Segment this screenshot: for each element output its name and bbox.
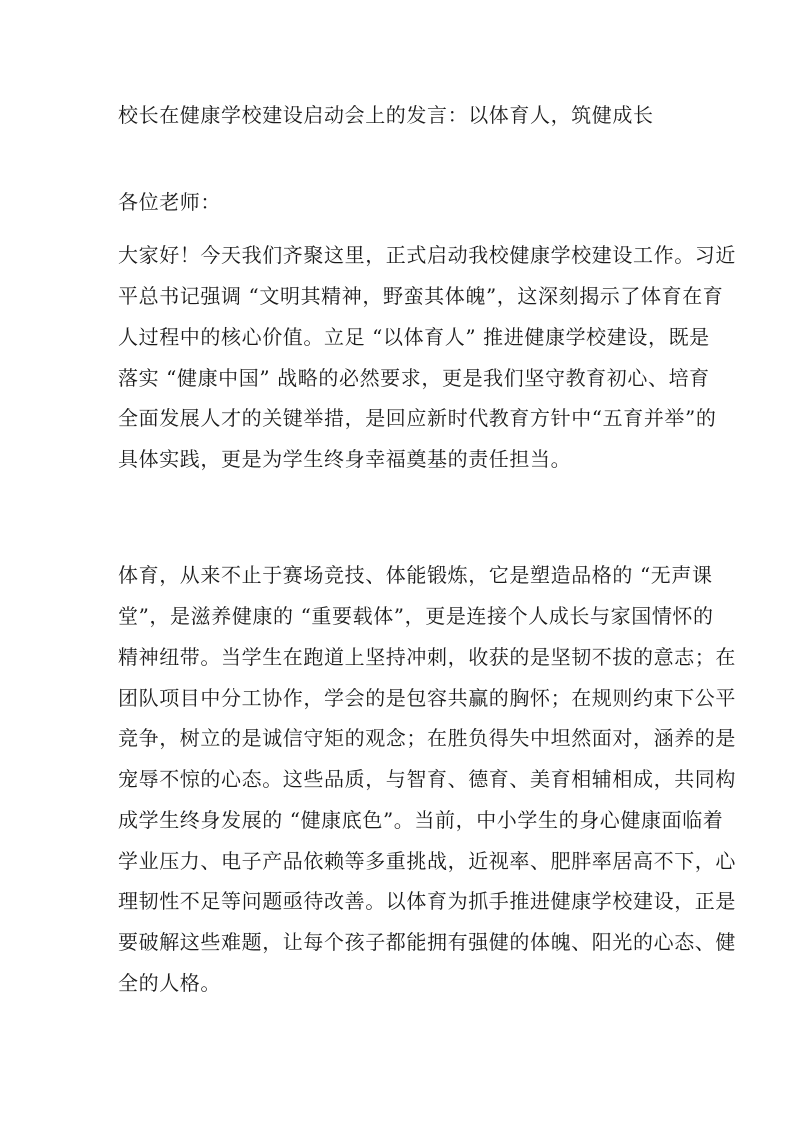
document-title: 校长在健康学校建设启动会上的发言：以体育人，筑健成长: [118, 103, 654, 127]
text-line: 要破解这些难题，让每个孩子都能拥有强健的体魄、阳光的心态、健: [118, 930, 736, 954]
salutation: 各位老师：: [118, 190, 221, 214]
text-line: 平总书记强调 “文明其精神，野蛮其体魄”，这深刻揭示了体育在育: [118, 284, 724, 308]
text-line: 体育，从来不止于赛场竞技、体能锻炼，它是塑造品格的 “无声课: [118, 563, 713, 587]
text-line: 精神纽带。当学生在跑道上坚持冲刺，收获的是坚韧不拔的意志；在: [118, 645, 736, 669]
text-line: 学业压力、电子产品依赖等多重挑战，近视率、肥胖率居高不下，心: [118, 849, 736, 873]
text-line: 全的人格。: [118, 971, 221, 995]
text-line: 竞争，树立的是诚信守矩的观念；在胜负得失中坦然面对，涵养的是: [118, 726, 736, 750]
text-line: 宠辱不惊的心态。这些品质，与智育、德育、美育相辅相成，共同构: [118, 767, 736, 791]
text-line: 团队项目中分工协作，学会的是包容共赢的胸怀；在规则约束下公平: [118, 686, 736, 710]
text-line: 全面发展人才的关键举措，是回应新时代教育方针中“五育并举”的: [118, 406, 717, 430]
text-line: 成学生终身发展的 “健康底色”。当前，中小学生的身心健康面临着: [118, 808, 724, 832]
text-line: 具体实践，更是为学生终身幸福奠基的责任担当。: [118, 447, 572, 471]
text-line: 大家好！今天我们齐聚这里，正式启动我校健康学校建设工作。习近: [118, 243, 736, 267]
text-line: 落实 “健康中国” 战略的必然要求，更是我们坚守教育初心、培育: [118, 366, 710, 390]
text-line: 堂”，是滋养健康的 “重要载体”，更是连接个人成长与家国情怀的: [118, 604, 714, 628]
text-line: 人过程中的核心价值。立足 “以体育人” 推进健康学校建设，既是: [118, 325, 710, 349]
text-line: 理韧性不足等问题亟待改善。以体育为抓手推进健康学校建设，正是: [118, 889, 736, 913]
